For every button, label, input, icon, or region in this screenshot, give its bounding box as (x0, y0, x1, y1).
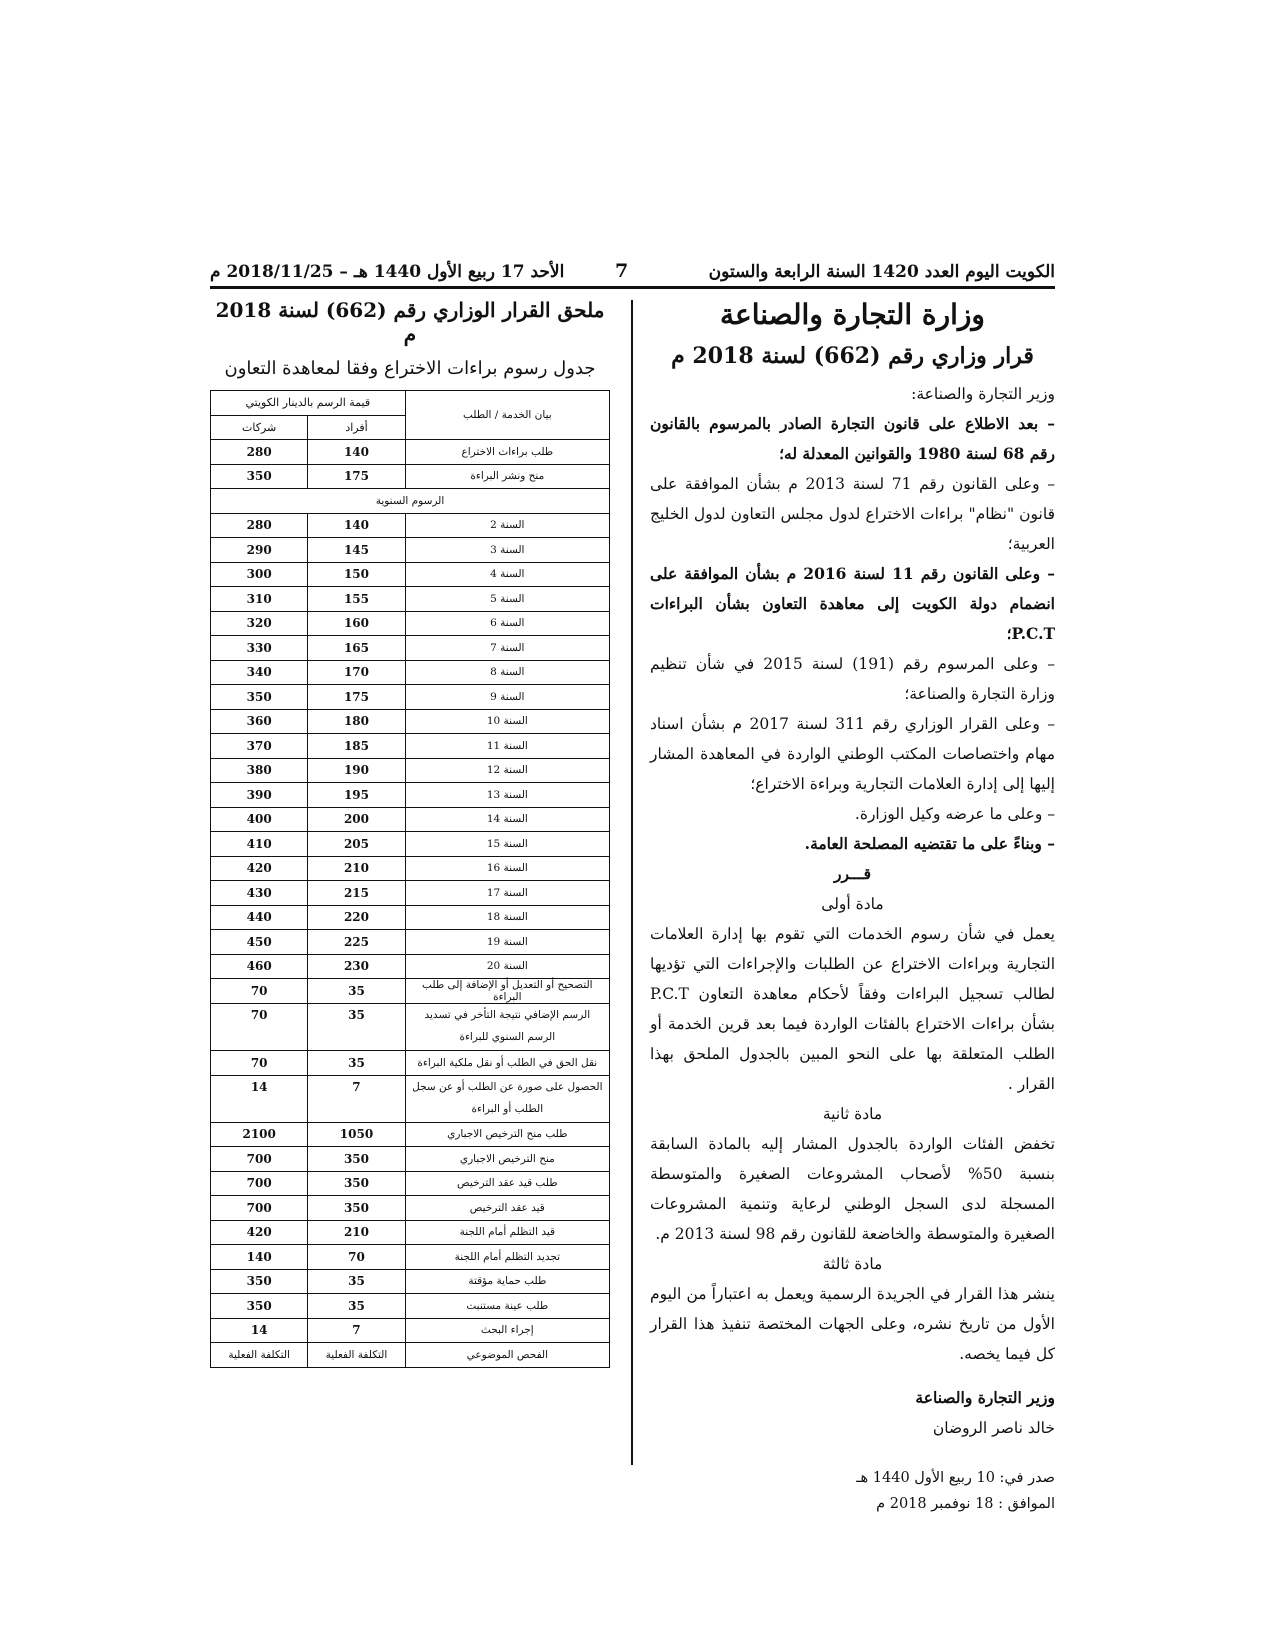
article-3-title: مادة ثالثة (822, 1255, 883, 1273)
companies-fee-cell: 70 (211, 1004, 308, 1051)
service-cell: السنة 11 (405, 734, 609, 759)
individuals-fee-cell: 215 (308, 881, 405, 906)
individuals-fee-cell: 35 (308, 979, 405, 1004)
table-row (211, 611, 610, 636)
individuals-fee-cell: 190 (308, 758, 405, 783)
service-cell: السنة 9 (405, 685, 609, 710)
companies-fee-cell: 290 (211, 538, 308, 563)
service-cell: السنة 10 (405, 709, 609, 734)
table-row (211, 513, 610, 538)
service-cell: السنة 2 (405, 513, 609, 538)
recital-2: – وعلى القانون رقم 71 لسنة 2013 م بشأن الموافقة على قانون "نظام" براءات الاختراع لدول مجلس التعاون لدول الخليج العربية؛ (650, 475, 1055, 553)
service-cell: طلب براءات الاختراع (405, 440, 609, 465)
column-separator (631, 300, 633, 1465)
recital-6: – وعلى ما عرضه وكيل الوزارة. (854, 805, 1055, 823)
signer-name: خالد ناصر الروضان (932, 1419, 1055, 1437)
companies-fee-cell: 14 (211, 1075, 308, 1122)
recital-1: – بعد الاطلاع على قانون التجارة الصادر بالمرسوم بالقانون رقم 68 لسنة 1980 والقوانين المعدلة له؛ (650, 414, 1055, 463)
individuals-fee-cell: 7 (308, 1075, 405, 1122)
companies-fee-cell: 700 (211, 1171, 308, 1196)
companies-fee-cell: 450 (211, 930, 308, 955)
companies-fee-cell: 700 (211, 1196, 308, 1221)
header-issue-info: الكويت اليوم العدد 1420 السنة الرابعة والستون (708, 262, 1055, 282)
table-row (211, 1220, 610, 1245)
service-cell: السنة 14 (405, 807, 609, 832)
article-2-title: مادة ثانية (822, 1105, 883, 1123)
service-cell: السنة 3 (405, 538, 609, 563)
companies-fee-cell: 370 (211, 734, 308, 759)
individuals-fee-cell: 180 (308, 709, 405, 734)
fees-table (210, 390, 610, 1368)
service-cell: السنة 20 (405, 954, 609, 979)
companies-fee-cell: 280 (211, 513, 308, 538)
ministry-title: وزارة التجارة والصناعة (720, 298, 985, 331)
individuals-fee-cell: 195 (308, 783, 405, 808)
table-row (211, 1171, 610, 1196)
companies-fee-cell: 350 (211, 464, 308, 489)
individuals-fee-cell: 70 (308, 1245, 405, 1270)
individuals-fee-cell: 350 (308, 1171, 405, 1196)
service-cell: منح ونشر البراءة (405, 464, 609, 489)
companies-fee-cell: 310 (211, 587, 308, 612)
individuals-fee-cell: 225 (308, 930, 405, 955)
service-cell: قيد عقد الترخيص (405, 1196, 609, 1221)
table-row (211, 709, 610, 734)
table-row (211, 783, 610, 808)
individuals-fee-cell: 205 (308, 832, 405, 857)
service-cell: السنة 5 (405, 587, 609, 612)
table-row (211, 979, 610, 1004)
service-cell: الحصول على صورة عن الطلب أو عن سجل الطلب أو البراءة (405, 1075, 609, 1122)
companies-fee-cell: 390 (211, 783, 308, 808)
table-row (211, 660, 610, 685)
companies-fee-cell: 140 (211, 1245, 308, 1270)
individuals-fee-cell: 35 (308, 1051, 405, 1076)
service-cell: نقل الحق في الطلب أو نقل ملكية البراءة (405, 1051, 609, 1076)
table-row (211, 856, 610, 881)
column-header-individuals: أفراد (308, 415, 405, 440)
service-cell: التصحيح أو التعديل أو الإضافة إلى طلب البراءة (405, 979, 609, 1004)
service-cell: منح الترخيص الاجباري (405, 1147, 609, 1172)
header-date: الأحد 17 ربيع الأول 1440 هـ – 2018/11/25 م (210, 262, 565, 282)
individuals-fee-cell: 165 (308, 636, 405, 661)
individuals-fee-cell: 35 (308, 1004, 405, 1051)
table-row (211, 832, 610, 857)
table-row (211, 807, 610, 832)
annual-fees-section-row (211, 489, 610, 514)
table-row (211, 1318, 610, 1343)
individuals-fee-cell: 145 (308, 538, 405, 563)
table-row (211, 464, 610, 489)
service-cell: الرسم الإضافي نتيجة التأخر في تسديد الرسم السنوي للبراءة (405, 1004, 609, 1051)
companies-fee-cell: 330 (211, 636, 308, 661)
service-cell: السنة 8 (405, 660, 609, 685)
companies-fee-cell: 340 (211, 660, 308, 685)
table-row (211, 440, 610, 465)
table-row (211, 1343, 610, 1368)
companies-fee-cell: 300 (211, 562, 308, 587)
individuals-fee-cell: 170 (308, 660, 405, 685)
individuals-fee-cell: 220 (308, 905, 405, 930)
table-row (211, 1294, 610, 1319)
page-number: 7 (615, 260, 629, 282)
article-2-text: تخفض الفئات الواردة بالجدول المشار إليه بالمادة السابقة بنسبة 50% لأصحاب المشروعات الصغيرة والمتوسطة المسجلة لدى السجل الوطني لرعاية وتنمية المشروعات الصغيرة والمتوسطة والخاضعة للقانون رقم 98 لسنة 2013 م. (650, 1135, 1055, 1243)
decree-column (650, 298, 1055, 1517)
companies-fee-cell: 430 (211, 881, 308, 906)
service-cell: السنة 4 (405, 562, 609, 587)
companies-fee-cell: 440 (211, 905, 308, 930)
service-cell: طلب حماية مؤقتة (405, 1269, 609, 1294)
companies-fee-cell: 70 (211, 979, 308, 1004)
table-row (211, 930, 610, 955)
individuals-fee-cell: 150 (308, 562, 405, 587)
individuals-fee-cell: 175 (308, 685, 405, 710)
table-row (211, 1004, 610, 1051)
companies-fee-cell: 2100 (211, 1122, 308, 1147)
companies-fee-cell: 360 (211, 709, 308, 734)
service-cell: السنة 12 (405, 758, 609, 783)
individuals-fee-cell: 35 (308, 1269, 405, 1294)
article-1-text: يعمل في شأن رسوم الخدمات التي تقوم بها إدارة العلامات التجارية وبراءات الاختراع عن الطلبات والإجراءات التي تؤديها لطالب تسجيل البراءات وفقاً لأحكام معاهدة التعاون P.C.T بشأن براءات الاختراع بالفئات الواردة فيما بعد قرين الخدمة أو الطلب المتعلقة بها على النحو المبين بالجدول الملحق بهذا القرار . (650, 925, 1055, 1093)
decree-intro: وزير التجارة والصناعة: (911, 385, 1055, 403)
table-row (211, 562, 610, 587)
service-cell: السنة 6 (405, 611, 609, 636)
header-rule (210, 286, 1055, 289)
decided-heading: قـــرر (833, 864, 872, 883)
individuals-fee-cell: التكلفة الفعلية (308, 1343, 405, 1368)
individuals-fee-cell: 35 (308, 1294, 405, 1319)
annex-column (210, 298, 610, 391)
companies-fee-cell: 380 (211, 758, 308, 783)
individuals-fee-cell: 160 (308, 611, 405, 636)
service-cell: طلب عينة مستنبت (405, 1294, 609, 1319)
companies-fee-cell: 420 (211, 856, 308, 881)
individuals-fee-cell: 210 (308, 856, 405, 881)
companies-fee-cell: التكلفة الفعلية (211, 1343, 308, 1368)
service-cell: إجراء البحث (405, 1318, 609, 1343)
individuals-fee-cell: 350 (308, 1147, 405, 1172)
column-header-fee-group: قيمة الرسم بالدينار الكويتي (211, 391, 406, 416)
service-cell: السنة 7 (405, 636, 609, 661)
table-header-row (211, 391, 610, 416)
companies-fee-cell: 420 (211, 1220, 308, 1245)
individuals-fee-cell: 200 (308, 807, 405, 832)
annual-fees-section-label: الرسوم السنوية (211, 489, 610, 514)
individuals-fee-cell: 1050 (308, 1122, 405, 1147)
individuals-fee-cell: 175 (308, 464, 405, 489)
companies-fee-cell: 350 (211, 1294, 308, 1319)
service-cell: الفحص الموضوعي (405, 1343, 609, 1368)
annex-subtitle: جدول رسوم براءات الاختراع وفقا لمعاهدة التعاون (224, 358, 596, 379)
table-row (211, 905, 610, 930)
recital-7: – وبناءً على ما تقتضيه المصلحة العامة. (804, 834, 1055, 853)
companies-fee-cell: 410 (211, 832, 308, 857)
table-row (211, 1122, 610, 1147)
table-row (211, 1269, 610, 1294)
page-header (210, 258, 1055, 288)
issued-hijri: صدر في: 10 ربيع الأول 1440 هـ (856, 1470, 1055, 1486)
table-row (211, 1245, 610, 1270)
companies-fee-cell: 14 (211, 1318, 308, 1343)
companies-fee-cell: 70 (211, 1051, 308, 1076)
table-row (211, 587, 610, 612)
annex-title: ملحق القرار الوزاري رقم (662) لسنة 2018 م (215, 298, 605, 346)
signer-title: وزير التجارة والصناعة (915, 1388, 1055, 1407)
recital-4: – وعلى المرسوم رقم (191) لسنة 2015 في شأن تنظيم وزارة التجارة والصناعة؛ (650, 655, 1055, 703)
service-cell: السنة 17 (405, 881, 609, 906)
companies-fee-cell: 350 (211, 685, 308, 710)
service-cell: طلب منح الترخيص الاجباري (405, 1122, 609, 1147)
service-cell: طلب قيد عقد الترخيص (405, 1171, 609, 1196)
companies-fee-cell: 350 (211, 1269, 308, 1294)
table-row (211, 685, 610, 710)
individuals-fee-cell: 210 (308, 1220, 405, 1245)
table-row (211, 881, 610, 906)
recital-3: – وعلى القانون رقم 11 لسنة 2016 م بشأن الموافقة على انضمام دولة الكويت إلى معاهدة التعاون بشأن البراءات P.C.T؛ (650, 564, 1055, 643)
table-row (211, 1075, 610, 1122)
individuals-fee-cell: 230 (308, 954, 405, 979)
decree-title: قرار وزاري رقم (662) لسنة 2018 م (671, 343, 1034, 369)
column-header-service: بيان الخدمة / الطلب (405, 391, 609, 440)
companies-fee-cell: 320 (211, 611, 308, 636)
individuals-fee-cell: 140 (308, 513, 405, 538)
table-row (211, 734, 610, 759)
recital-5: – وعلى القرار الوزاري رقم 311 لسنة 2017 م بشأن اسناد مهام واختصاصات المكتب الوطني الواردة في المعاهدة المشار إليها إلى إدارة العلامات التجارية وبراءة الاختراع؛ (650, 715, 1055, 793)
individuals-fee-cell: 350 (308, 1196, 405, 1221)
service-cell: السنة 15 (405, 832, 609, 857)
service-cell: السنة 19 (405, 930, 609, 955)
table-row (211, 758, 610, 783)
companies-fee-cell: 460 (211, 954, 308, 979)
individuals-fee-cell: 140 (308, 440, 405, 465)
service-cell: السنة 16 (405, 856, 609, 881)
individuals-fee-cell: 185 (308, 734, 405, 759)
individuals-fee-cell: 7 (308, 1318, 405, 1343)
table-row (211, 538, 610, 563)
article-3-text: ينشر هذا القرار في الجريدة الرسمية ويعمل به اعتباراً من اليوم الأول من تاريخ نشره، وعلى الجهات المختصة تنفيذ هذا القرار كل فيما يخصه. (650, 1285, 1055, 1363)
service-cell: قيد التظلم أمام اللجنة (405, 1220, 609, 1245)
table-row (211, 636, 610, 661)
issued-gregorian: الموافق : 18 نوفمبر 2018 م (876, 1496, 1055, 1512)
service-cell: تجديد التظلم أمام اللجنة (405, 1245, 609, 1270)
table-row (211, 1196, 610, 1221)
individuals-fee-cell: 155 (308, 587, 405, 612)
service-cell: السنة 13 (405, 783, 609, 808)
companies-fee-cell: 400 (211, 807, 308, 832)
table-row (211, 954, 610, 979)
companies-fee-cell: 280 (211, 440, 308, 465)
service-cell: السنة 18 (405, 905, 609, 930)
article-1-title: مادة أولى (821, 895, 884, 913)
table-row (211, 1051, 610, 1076)
column-header-companies: شركات (211, 415, 308, 440)
companies-fee-cell: 700 (211, 1147, 308, 1172)
table-row (211, 1147, 610, 1172)
